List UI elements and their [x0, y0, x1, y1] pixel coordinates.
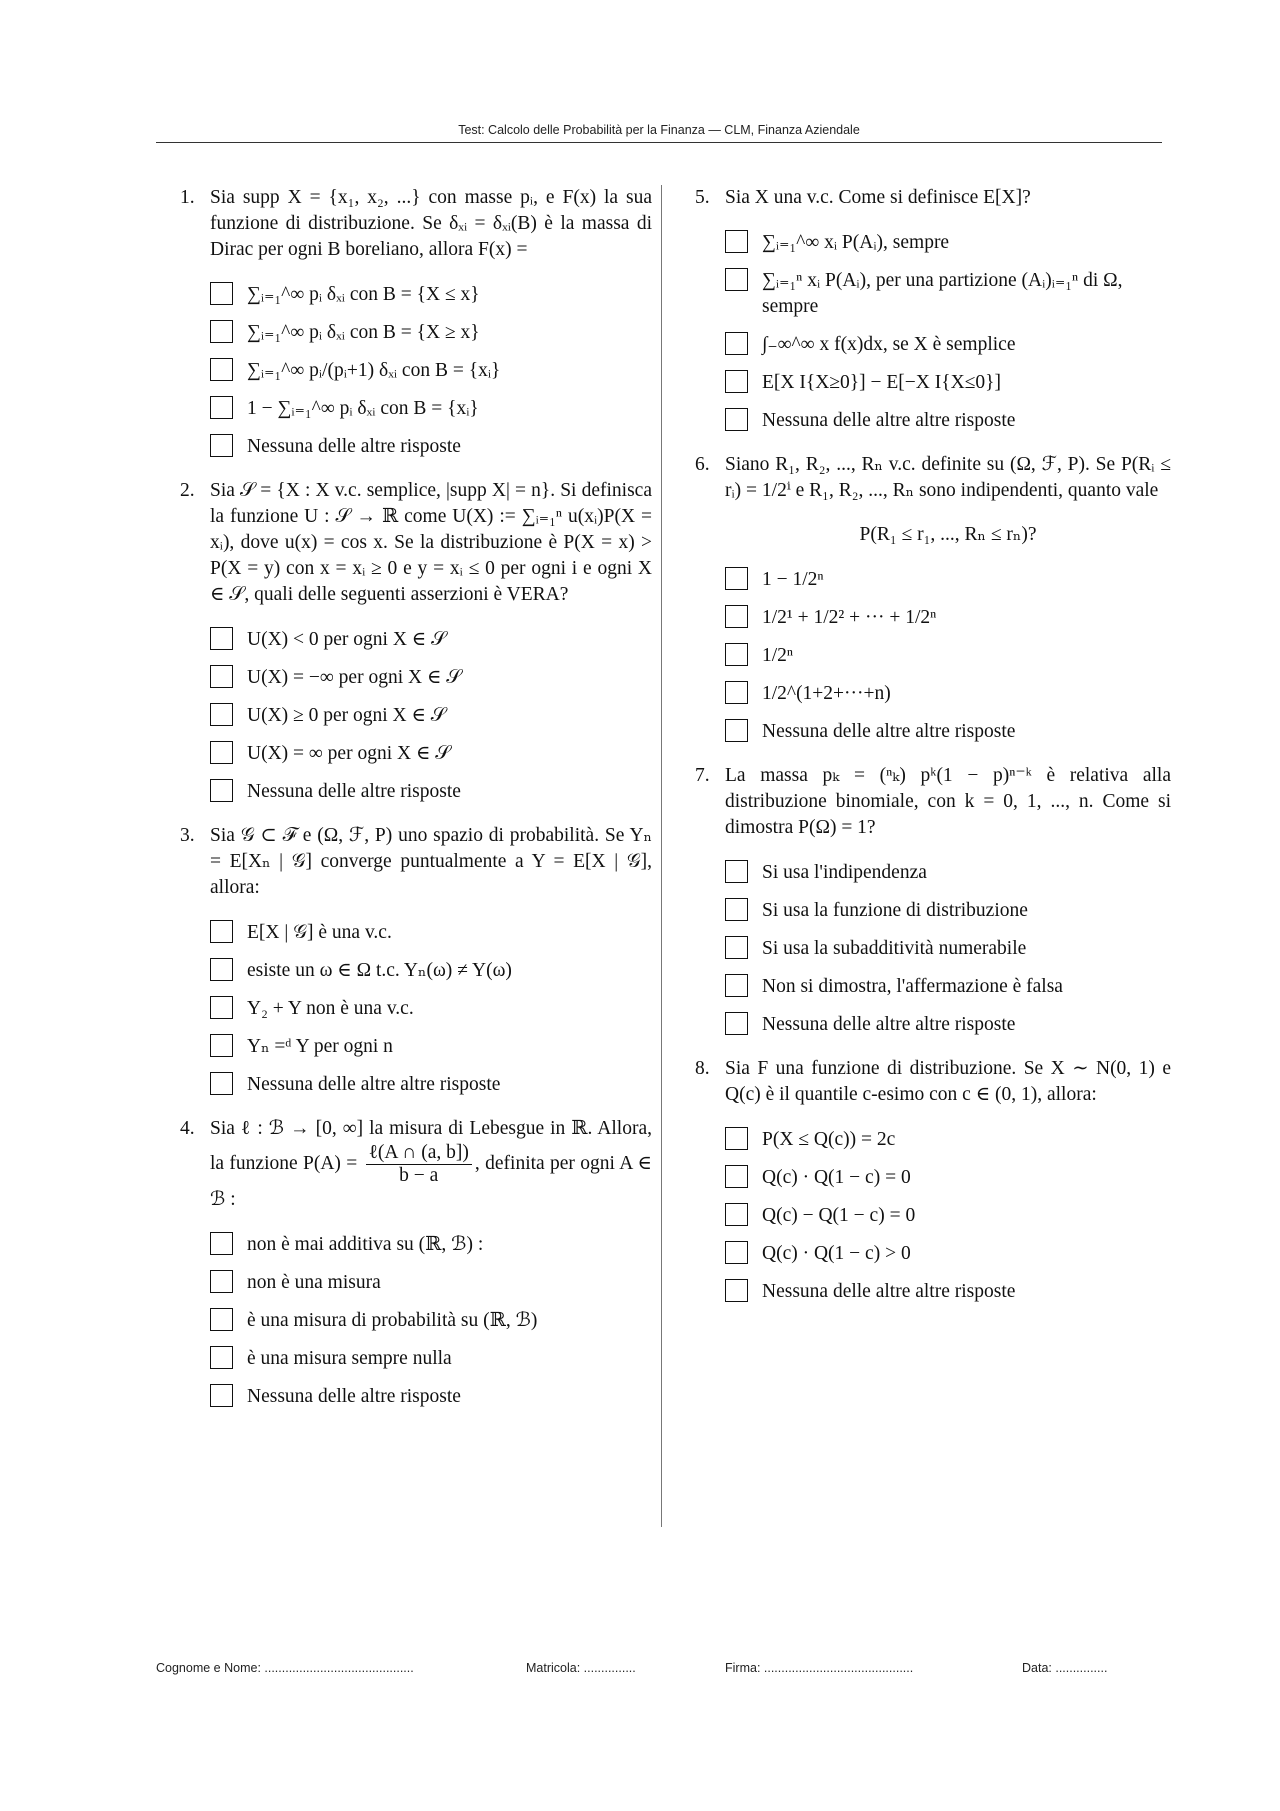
checkbox[interactable]: [725, 1165, 748, 1188]
option-2[interactable]: [725, 267, 1171, 320]
option-label: Nessuna delle altre risposte: [247, 1386, 461, 1407]
question-text: Sia 𝒢 ⊂ ℱ e (Ω, ℱ, P) uno spazio di probabilità. Se Yₙ = E[Xₙ | 𝒢] converge puntualmente a Y = E[X | 𝒢], allora:: [210, 825, 652, 898]
option-label: Nessuna delle altre risposte: [247, 436, 461, 457]
option-1[interactable]: [725, 566, 1171, 593]
option-2[interactable]: [725, 897, 1171, 924]
question-text: Sia F una funzione di distribuzione. Se X ∼ N(0, 1) e Q(c) è il quantile c-esimo con c ∈ (0, 1), allora:: [725, 1058, 1171, 1105]
option-4[interactable]: [210, 1345, 652, 1372]
question-8: [695, 1056, 1171, 1305]
option-label: Yₙ =ᵈ Y per ogni n: [247, 1036, 393, 1057]
footer-firma-field[interactable]: Firma: ...........................................: [725, 1661, 914, 1675]
option-3[interactable]: [725, 935, 1171, 962]
option-label: P(X ≤ Q(c)) = 2c: [762, 1129, 896, 1150]
option-5[interactable]: [725, 1011, 1171, 1038]
options-list: [725, 566, 1171, 745]
checkbox[interactable]: [210, 1034, 233, 1057]
checkbox[interactable]: [210, 920, 233, 943]
checkbox[interactable]: [725, 643, 748, 666]
checkbox[interactable]: [725, 860, 748, 883]
checkbox[interactable]: [210, 1270, 233, 1293]
option-4[interactable]: [210, 395, 652, 422]
options-list: [210, 626, 652, 805]
question-text-before: Sia ℓ : ℬ → [0, ∞] la misura di Lebesgue in ℝ. Allora, la funzione P(A) =: [210, 1118, 652, 1174]
checkbox[interactable]: [210, 958, 233, 981]
options-list: [725, 859, 1171, 1038]
option-5[interactable]: [210, 1071, 652, 1098]
option-label: Non si dimostra, l'affermazione è falsa: [762, 976, 1063, 997]
option-label: Nessuna delle altre altre risposte: [762, 1281, 1016, 1302]
option-label: ∑ᵢ₌₁^∞ pᵢ δₓᵢ con B = {X ≤ x}: [247, 284, 480, 305]
option-label: non è mai additiva su (ℝ, ℬ) :: [247, 1234, 484, 1255]
fraction-denominator: b − a: [399, 1165, 439, 1186]
checkbox[interactable]: [210, 434, 233, 457]
question-number: 5.: [695, 187, 710, 208]
checkbox[interactable]: [725, 936, 748, 959]
question-3: [180, 823, 652, 1098]
fraction: [366, 1142, 472, 1187]
option-2[interactable]: [725, 1164, 1171, 1191]
option-1[interactable]: [210, 1231, 652, 1258]
option-label: ∑ᵢ₌₁ⁿ xᵢ P(Aᵢ), per una partizione (Aᵢ)ᵢ₌₁ⁿ di Ω, sempre: [762, 270, 1123, 317]
checkbox[interactable]: [210, 320, 233, 343]
checkbox[interactable]: [725, 1127, 748, 1150]
option-label: 1 − ∑ᵢ₌₁^∞ pᵢ δₓᵢ con B = {xᵢ}: [247, 398, 479, 419]
option-label: U(X) = −∞ per ogni X ∈ 𝒮: [247, 667, 462, 688]
checkbox[interactable]: [210, 703, 233, 726]
question-number: 1.: [180, 187, 195, 208]
option-5[interactable]: [725, 1278, 1171, 1305]
option-1[interactable]: [210, 281, 652, 308]
checkbox[interactable]: [725, 1012, 748, 1035]
checkbox[interactable]: [725, 1203, 748, 1226]
question-number: 4.: [180, 1118, 195, 1139]
right-column: [695, 185, 1171, 1316]
footer-name-field[interactable]: Cognome e Nome: ...........................................: [156, 1661, 414, 1675]
question-6: [695, 452, 1171, 745]
checkbox[interactable]: [725, 605, 748, 628]
option-label: ∑ᵢ₌₁^∞ xᵢ P(Aᵢ), sempre: [762, 232, 950, 253]
question-7: [695, 763, 1171, 1038]
option-5[interactable]: [210, 433, 652, 460]
option-2[interactable]: [725, 604, 1171, 631]
option-1[interactable]: [725, 229, 1171, 256]
checkbox[interactable]: [210, 627, 233, 650]
option-label: 1/2¹ + 1/2² + ··· + 1/2ⁿ: [762, 607, 937, 628]
options-list: [210, 281, 652, 460]
checkbox[interactable]: [210, 741, 233, 764]
checkbox[interactable]: [725, 681, 748, 704]
option-label: Y₂ + Y non è una v.c.: [247, 998, 414, 1019]
option-label: Nessuna delle altre altre risposte: [247, 1074, 501, 1095]
option-label: Si usa l'indipendenza: [762, 862, 927, 883]
option-label: E[X I{X≥0}] − E[−X I{X≤0}]: [762, 372, 1001, 393]
option-label: U(X) ≥ 0 per ogni X ∈ 𝒮: [247, 705, 446, 726]
option-label: ∫₋∞^∞ x f(x)dx, se X è semplice: [762, 334, 1016, 355]
option-label: Nessuna delle altre altre risposte: [762, 1014, 1016, 1035]
option-5[interactable]: [210, 778, 652, 805]
option-4[interactable]: [210, 740, 652, 767]
checkbox[interactable]: [725, 898, 748, 921]
option-3[interactable]: [725, 331, 1171, 358]
checkbox[interactable]: [725, 268, 748, 291]
option-4[interactable]: [725, 1240, 1171, 1267]
options-list: [210, 919, 652, 1098]
option-3[interactable]: [210, 702, 652, 729]
option-label: ∑ᵢ₌₁^∞ pᵢ/(pᵢ+1) δₓᵢ con B = {xᵢ}: [247, 360, 501, 381]
option-2[interactable]: [210, 1269, 652, 1296]
checkbox[interactable]: [725, 567, 748, 590]
question-4: [180, 1116, 652, 1410]
option-label: esiste un ω ∈ Ω t.c. Yₙ(ω) ≠ Y(ω): [247, 960, 512, 981]
option-label: Nessuna delle altre risposte: [247, 781, 461, 802]
option-3[interactable]: [725, 1202, 1171, 1229]
footer-data-field[interactable]: Data: ...............: [1022, 1661, 1108, 1675]
question-text: La massa pₖ = (ⁿₖ) pᵏ(1 − p)ⁿ⁻ᵏ è relativa alla distribuzione binomiale, con k = 0, 1, ..., n. Come si dimostra P(Ω) = 1?: [725, 765, 1171, 838]
checkbox[interactable]: [210, 665, 233, 688]
question-text-after: , definita per ogni A ∈ ℬ :: [210, 1152, 652, 1210]
checkbox[interactable]: [725, 370, 748, 393]
question-number: 2.: [180, 480, 195, 501]
option-label: Q(c) · Q(1 − c) > 0: [762, 1243, 911, 1264]
checkbox[interactable]: [725, 974, 748, 997]
options-list: [210, 1231, 652, 1410]
checkbox[interactable]: [725, 332, 748, 355]
option-label: Nessuna delle altre altre risposte: [762, 721, 1016, 742]
question-1: [180, 185, 652, 460]
question-text: [210, 1116, 652, 1213]
option-1[interactable]: [725, 1126, 1171, 1153]
option-label: U(X) < 0 per ogni X ∈ 𝒮: [247, 629, 447, 650]
option-4[interactable]: [725, 369, 1171, 396]
option-label: 1/2ⁿ: [762, 645, 794, 666]
option-5[interactable]: [725, 407, 1171, 434]
option-2[interactable]: [210, 664, 652, 691]
option-4[interactable]: [725, 680, 1171, 707]
checkbox[interactable]: [210, 1384, 233, 1407]
option-label: Si usa la funzione di distribuzione: [762, 900, 1028, 921]
option-label: Q(c) − Q(1 − c) = 0: [762, 1205, 916, 1226]
checkbox[interactable]: [210, 358, 233, 381]
question-text: Sia X una v.c. Come si definisce E[X]?: [725, 187, 1031, 208]
option-3[interactable]: [210, 995, 652, 1022]
checkbox[interactable]: [210, 1072, 233, 1095]
option-1[interactable]: [210, 626, 652, 653]
option-label: Si usa la subadditività numerabile: [762, 938, 1027, 959]
option-label: 1 − 1/2ⁿ: [762, 569, 824, 590]
checkbox[interactable]: [210, 282, 233, 305]
option-2[interactable]: [210, 957, 652, 984]
option-2[interactable]: [210, 319, 652, 346]
checkbox[interactable]: [725, 408, 748, 431]
option-5[interactable]: [210, 1383, 652, 1410]
checkbox[interactable]: [210, 396, 233, 419]
option-3[interactable]: [725, 642, 1171, 669]
options-list: [725, 1126, 1171, 1305]
left-column: [180, 185, 652, 1421]
question-2: [180, 478, 652, 805]
question-text: Sia supp X = {x₁, x₂, ...} con masse pᵢ, e F(x) la sua funzione di distribuzione. Se δₓᵢ = δₓᵢ(B) è la massa di Dirac per ogni B boreliano, allora F(x) =: [210, 187, 652, 260]
checkbox[interactable]: [725, 230, 748, 253]
option-label: è una misura sempre nulla: [247, 1348, 452, 1369]
option-3[interactable]: [210, 1307, 652, 1334]
checkbox[interactable]: [725, 719, 748, 742]
checkbox[interactable]: [210, 1232, 233, 1255]
option-label: ∑ᵢ₌₁^∞ pᵢ δₓᵢ con B = {X ≥ x}: [247, 322, 480, 343]
options-list: [725, 229, 1171, 434]
option-label: 1/2^(1+2+···+n): [762, 683, 891, 704]
question-number: 8.: [695, 1058, 710, 1079]
footer-matricola-field[interactable]: Matricola: ...............: [526, 1661, 636, 1675]
option-label: U(X) = ∞ per ogni X ∈ 𝒮: [247, 743, 451, 764]
column-divider: [661, 185, 662, 1527]
checkbox[interactable]: [210, 1308, 233, 1331]
option-label: non è una misura: [247, 1272, 381, 1293]
option-label: Q(c) · Q(1 − c) = 0: [762, 1167, 911, 1188]
option-4[interactable]: [725, 973, 1171, 1000]
checkbox[interactable]: [210, 1346, 233, 1369]
question-number: 6.: [695, 454, 710, 475]
option-5[interactable]: [725, 718, 1171, 745]
option-3[interactable]: [210, 357, 652, 384]
question-number: 3.: [180, 825, 195, 846]
question-text: Siano R₁, R₂, ..., Rₙ v.c. definite su (Ω, ℱ, P). Se P(Rᵢ ≤ rᵢ) = 1/2ⁱ e R₁, R₂, ..., Rₙ sono indipendenti, quanto vale: [725, 454, 1171, 501]
option-label: è una misura di probabilità su (ℝ, ℬ): [247, 1310, 538, 1331]
option-label: E[X | 𝒢] è una v.c.: [247, 922, 392, 943]
question-number: 7.: [695, 765, 710, 786]
checkbox[interactable]: [725, 1279, 748, 1302]
question-5: [695, 185, 1171, 434]
display-formula: P(R₁ ≤ r₁, ..., Rₙ ≤ rₙ)?: [859, 524, 1037, 545]
checkbox[interactable]: [210, 996, 233, 1019]
checkbox[interactable]: [210, 779, 233, 802]
option-1[interactable]: [725, 859, 1171, 886]
option-4[interactable]: [210, 1033, 652, 1060]
option-1[interactable]: [210, 919, 652, 946]
header-rule: [156, 142, 1162, 143]
page-header: Test: Calcolo delle Probabilità per la Finanza — CLM, Finanza Aziendale: [458, 123, 860, 137]
option-label: Nessuna delle altre altre risposte: [762, 410, 1016, 431]
fraction-numerator: ℓ(A ∩ (a, b]): [366, 1142, 472, 1165]
question-text: Sia 𝒮 = {X : X v.c. semplice, |supp X| = n}. Si definisca la funzione U : 𝒮 → ℝ come U(X) := ∑ᵢ₌₁ⁿ u(xᵢ)P(X = xᵢ), dove u(x) = cos x. Se la distribuzione è P(X = x) > P(X = y) con x = xᵢ ≥ 0 e y = xᵢ ≤ 0 per ogni i e ogni X ∈ 𝒮, quali delle seguenti asserzioni è VERA?: [210, 480, 652, 605]
checkbox[interactable]: [725, 1241, 748, 1264]
